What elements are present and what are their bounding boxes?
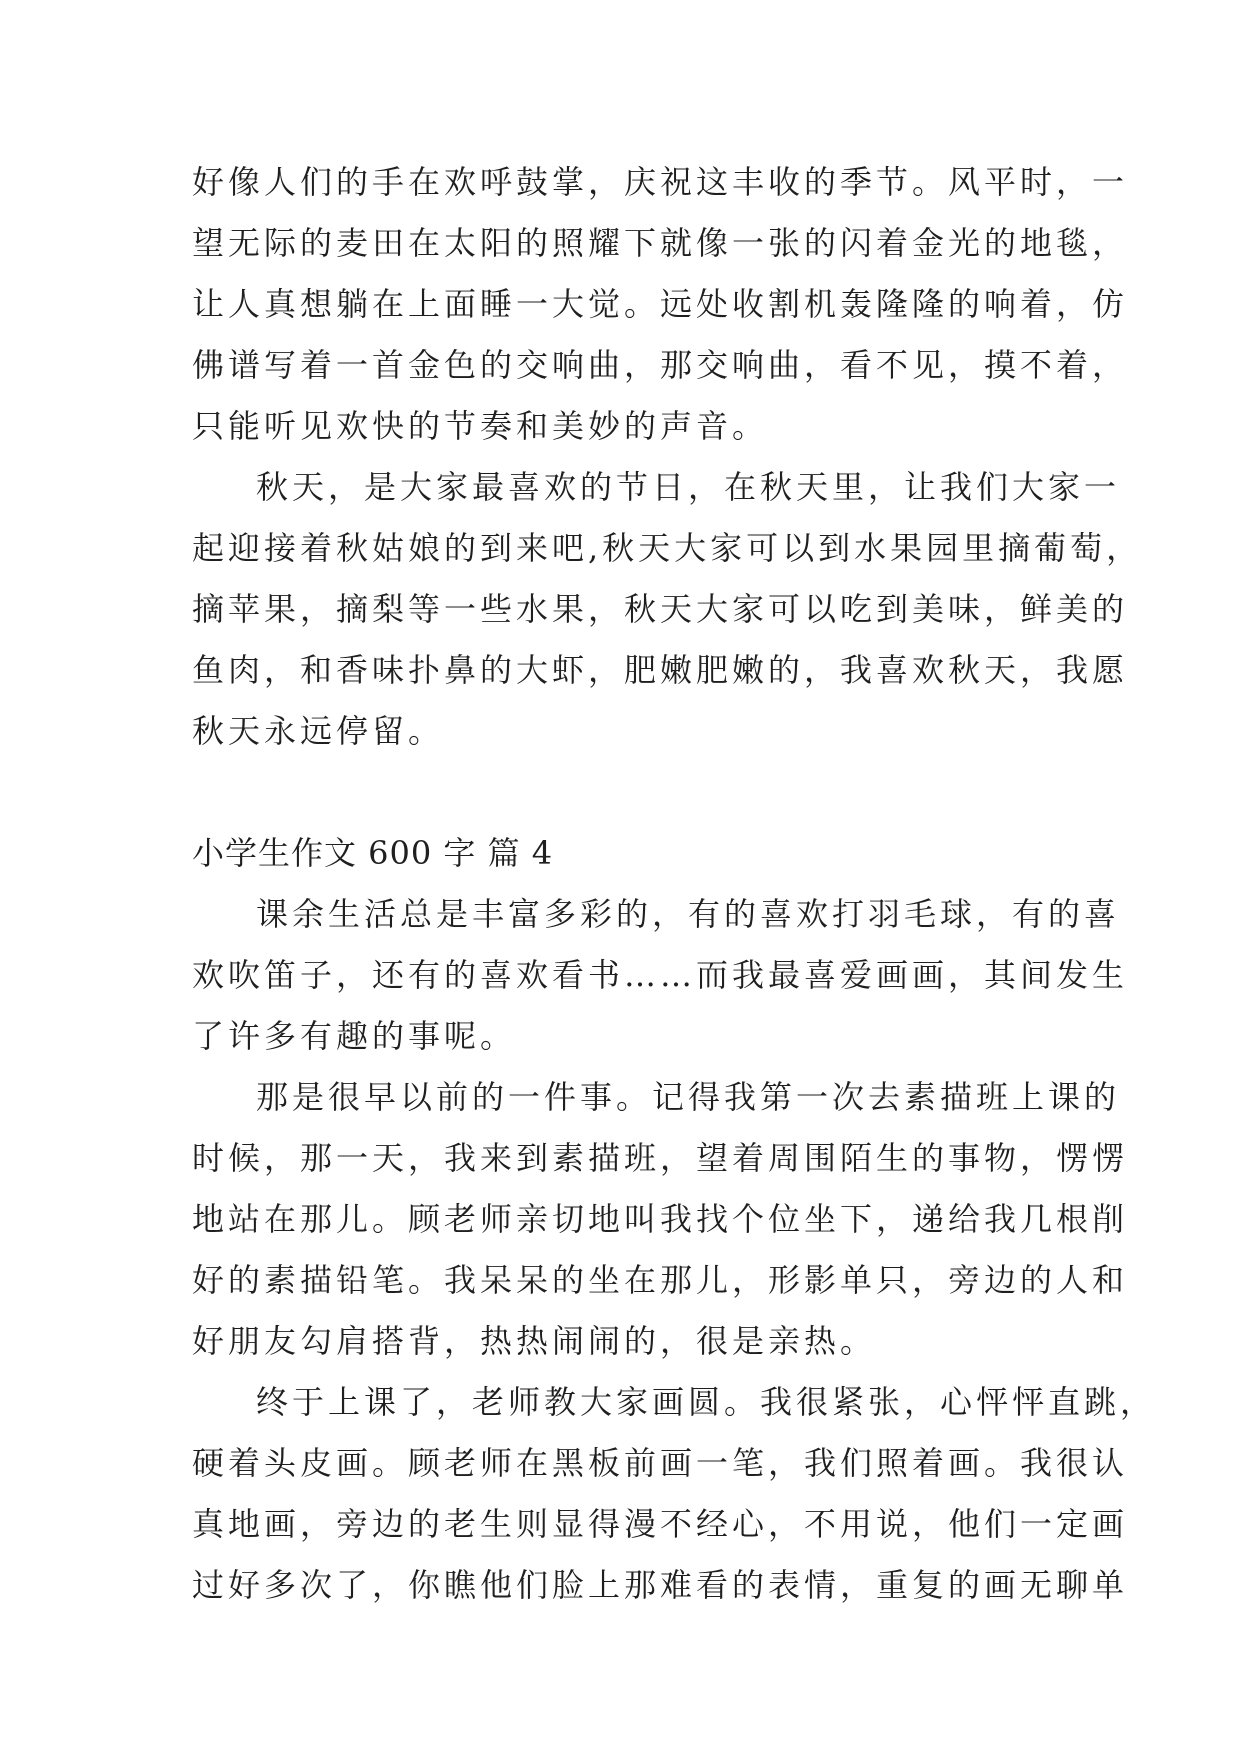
text-line: 鱼肉，和香味扑鼻的大虾，肥嫩肥嫩的，我喜欢秋天，我愿 <box>192 651 1129 689</box>
paragraph-5 <box>192 1372 1157 1616</box>
text-line: 真地画，旁边的老生则显得漫不经心，不用说，他们一定画 <box>192 1505 1129 1543</box>
text-line: 了许多有趣的事呢。 <box>192 1017 517 1055</box>
text-line: 秋天永远停留。 <box>192 712 445 750</box>
text-line: 终于上课了，老师教大家画圆。我很紧张，心怦怦直跳， <box>256 1383 1157 1421</box>
text-line: 望无际的麦田在太阳的照耀下就像一张的闪着金光的地毯， <box>192 224 1129 262</box>
paragraph-2 <box>192 457 1143 762</box>
text-line: 起迎接着秋姑娘的到来吧,秋天大家可以到水果园里摘葡萄， <box>192 529 1143 567</box>
document-body <box>192 152 1157 1616</box>
section-heading: 小学生作文 600 字 篇 4 <box>192 834 554 872</box>
text-line: 佛谱写着一首金色的交响曲，那交响曲，看不见，摸不着， <box>192 346 1129 384</box>
text-line: 只能听见欢快的节奏和美妙的声音。 <box>192 407 769 445</box>
text-line: 让人真想躺在上面睡一大觉。远处收割机轰隆隆的响着，仿 <box>192 285 1129 323</box>
text-line: 摘苹果，摘梨等一些水果，秋天大家可以吃到美味，鲜美的 <box>192 590 1129 628</box>
text-line: 硬着头皮画。顾老师在黑板前画一笔，我们照着画。我很认 <box>192 1444 1129 1482</box>
text-line: 过好多次了，你瞧他们脸上那难看的表情，重复的画无聊单 <box>192 1566 1129 1604</box>
text-line: 地站在那儿。顾老师亲切地叫我找个位坐下，递给我几根削 <box>192 1200 1129 1238</box>
paragraph-1 <box>192 152 1129 457</box>
text-line: 好的素描铅笔。我呆呆的坐在那儿，形影单只，旁边的人和 <box>192 1261 1129 1299</box>
text-line: 秋天，是大家最喜欢的节日，在秋天里，让我们大家一 <box>256 468 1121 506</box>
text-line: 时候，那一天，我来到素描班，望着周围陌生的事物，愣愣 <box>192 1139 1129 1177</box>
text-line: 欢吹笛子，还有的喜欢看书……而我最喜爱画画，其间发生 <box>192 956 1129 994</box>
text-line: 课余生活总是丰富多彩的，有的喜欢打羽毛球，有的喜 <box>256 895 1121 933</box>
text-line: 好朋友勾肩搭背，热热闹闹的，很是亲热。 <box>192 1322 877 1360</box>
text-line: 好像人们的手在欢呼鼓掌，庆祝这丰收的季节。风平时，一 <box>192 163 1129 201</box>
text-line: 那是很早以前的一件事。记得我第一次去素描班上课的 <box>256 1078 1121 1116</box>
paragraph-4 <box>192 1067 1129 1372</box>
section-gap <box>192 762 1072 823</box>
paragraph-3 <box>192 884 1129 1067</box>
